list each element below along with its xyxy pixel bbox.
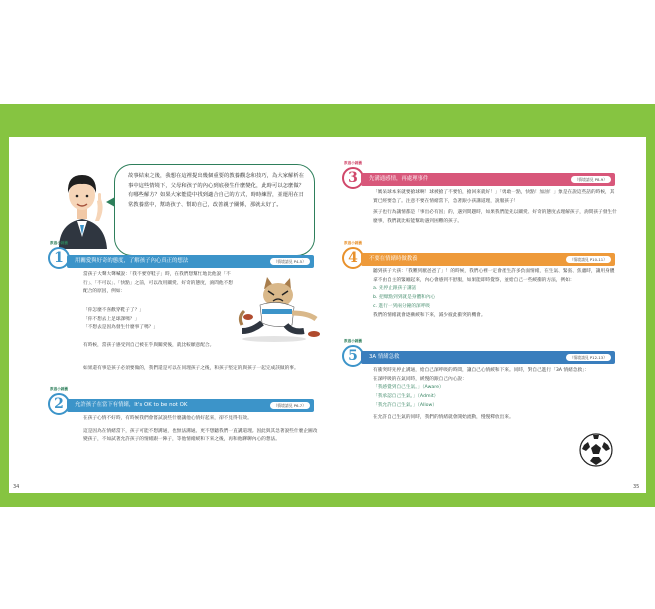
section-5-title: 3A 情緒急救 [369, 354, 400, 360]
section-4-body: 聽到孩子大孩：「我難到厭爸爸了」！的時候，我們心裡一定會產生許多負面情緒，在生氣、緊張、焦慮時，讓用身體拿不由自主的緊繃起來，內心會感到不舒服，如果能即時覺察，並給自己一些緩衝的方法，例如： a. 先停止跟孩子講話 b. 把爆點到到就是身體和內心 c. 進行一到兩分鐘的深呼吸 我們的情緒就會逐漸緩和下來，減少彼此衝突的機會。 [373, 269, 615, 318]
section-1-reference: （情境請見 P4-5） [270, 258, 310, 265]
section-4-reference: （情境請見 P10-11） [566, 256, 611, 263]
page-number-left: 34 [13, 484, 20, 490]
section-2-title: 允許孩子在當下有情緒，It's OK to be not OK [75, 402, 188, 408]
section-badge-5: 教養小錦囊 5 [340, 339, 366, 369]
section-3-header [361, 173, 615, 186]
section-1-header [67, 255, 314, 268]
section-3-reference: （情境請見 P8-9） [571, 176, 611, 183]
section-2-body: 在孩子心情不好時，有時候我們會嘗試說些什麼讓他心情好起來，卻不見得有效。 這是因為在情緒當下，孩子可能不想溝通，也無法溝通。更不想聽我們一直講道理。因此與其急著說些什麼企圖改變孩子，不如試著允許孩子的情緒跟一陣子，等他情緒緩和下來之後，再和他聊聊內心的想法。 [83, 416, 318, 443]
soccer-ball-illustration [579, 433, 613, 467]
section-4-title: 不要在情緒時做教養 [369, 256, 418, 262]
section-3-body: 「媽呆球本來就要搶球啊！球被搶了不要怕，搶回來就好！」「勇敢一點，快點！加油！」象是在說這些話的時候，其實已經要急了。注意不要在情緒當下，急著跟小孩講道理，說服孩子！ 孩子也行為讓情都是「事出必有因」的，遇到問題時，如果我們能先以關愛、好奇的態度去理解孩子，詢問孩子發生什麼事，我們就比較能幫助遇到困難的孩子。 [373, 190, 617, 225]
man-illustration [55, 165, 109, 249]
page-number-right: 35 [633, 484, 640, 490]
book-pages [9, 137, 646, 493]
section-1-closing: 如果還有事是孩子必須要做的，我們還是可以在同理孩子之後，和孩子堅定的與孩子一起完成該做的事。 [83, 366, 299, 371]
section-1-examples: 「你怎麼不喜歡穿鞋子了？」 「你不想去上足球課嗎？」 「不想去是因為發生什麼事了嗎？」 [83, 308, 159, 331]
section-badge-3: 教養小錦囊 3 [340, 161, 366, 191]
section-5-body: 有衝突時先停止溝通，給自己深呼吸的時間，讓自己心情緩和下來。同時，對自己進行「3A 情緒急救」： 在深呼吸的在氣同時，緩慢的跟自己內心說： 「我感覺到自己生氣。」（Aware） 「我承認自己生氣。」（Admit） 「我允許自己生氣。」（Allow） 在允許自己生氣的同時，我們的情緒就會開始流動，慢慢釋放出來。 [373, 368, 590, 420]
section-5-header [361, 351, 615, 364]
section-2-reference: （情境請見 P6-7） [270, 402, 310, 409]
section-badge-2: 教養小錦囊 2 [46, 387, 72, 417]
section-2-header [67, 399, 314, 412]
section-badge-1: 教養小錦囊 1 [46, 241, 72, 271]
top-margin [0, 0, 655, 104]
section-5-reference: （情境請見 P12-13） [566, 354, 611, 361]
section-4-header [361, 253, 615, 266]
cat-illustration [234, 277, 322, 343]
section-3-title: 先溝通感情，再處理事件 [369, 176, 429, 182]
section-1-note: 有時候，當孩子感受到自己被在乎與關愛後，就比較願意配合。 [83, 343, 215, 348]
section-1-body: 當孩子大聲大聲喊說：「我不要穿鞋子」時，在我們想幫忙地比他說「不行」、「不可以」、「快點」之前，可以改用關愛、好奇的態度，詢問他不想配合的原因，例如： [83, 272, 233, 295]
section-badge-4: 教養小錦囊 4 [340, 241, 366, 271]
section-1-title: 用關愛與好奇的態度，了解孩子內心真正的想法 [75, 258, 189, 264]
intro-speech-bubble: 故事結束之後，我想在這裡提出幾個重要的教養觀念和技巧，為大家解析在事中這些情境下，父母和孩子的內心到底發生什麼變化，此時可以怎麼做？有哪些解方？如果大家能從中找到適合自己的方式，時時練習，並運用在日常教養當中，幫助孩子、幫助自己，改善親子關係，那就太好了。 [114, 164, 315, 256]
